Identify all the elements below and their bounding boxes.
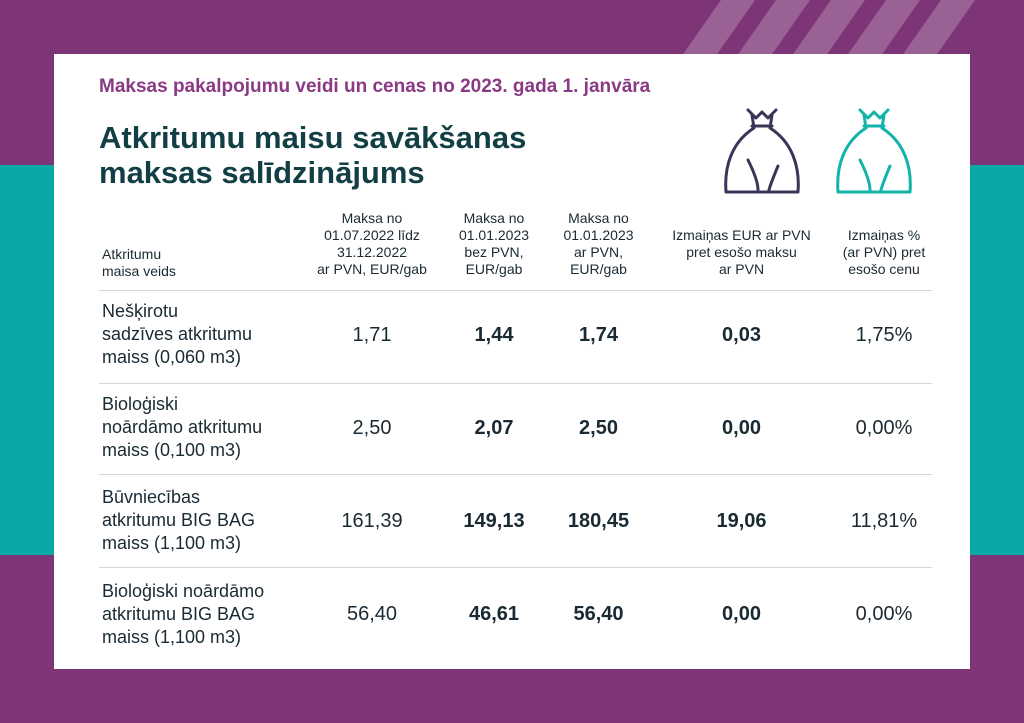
row-divider xyxy=(99,567,932,568)
row-label: Bioloģiski noārdāmo atkritumu BIG BAG maiss (1,100 m3) xyxy=(102,581,265,647)
cell-change-pct: 0,00% xyxy=(855,417,913,439)
row-label: Būvniecības atkritumu BIG BAG maiss (1,100 m3) xyxy=(102,487,256,553)
cell-price-2022: 1,71 xyxy=(352,324,392,346)
cell-change-eur: 0,03 xyxy=(722,324,761,346)
cell-price-2023-vat: 56,40 xyxy=(573,603,624,625)
garbage-bag-icon xyxy=(722,104,802,199)
cell-price-2023-no-vat: 46,61 xyxy=(468,603,520,625)
header-change-pct: Izmaiņas % (ar PVN) pret esošo cenu xyxy=(842,227,926,277)
page-title xyxy=(99,120,659,190)
cell-change-pct: 1,75% xyxy=(855,324,913,346)
cell-change-pct: 0,00% xyxy=(855,603,913,625)
title-line-2: maksas salīdzinājums xyxy=(99,155,425,190)
cell-price-2023-vat: 2,50 xyxy=(579,417,618,439)
cell-change-eur: 0,00 xyxy=(722,417,761,439)
header-price-2022: Maksa no 01.07.2022 līdz 31.12.2022 ar PVN, EUR/gab xyxy=(317,210,427,277)
cell-change-eur: 0,00 xyxy=(722,603,761,625)
row-label: Nešķirotu sadzīves atkritumu maiss (0,060 m3) xyxy=(102,301,253,367)
decorative-stripes xyxy=(660,0,1024,54)
cell-price-2023-no-vat: 149,13 xyxy=(463,510,525,532)
cell-price-2022: 161,39 xyxy=(341,510,403,532)
cell-price-2023-no-vat: 2,07 xyxy=(474,417,514,439)
cell-price-2023-no-vat: 1,44 xyxy=(474,324,514,346)
cell-price-2022: 2,50 xyxy=(352,417,392,439)
row-divider xyxy=(99,474,932,475)
title-line-1: Atkritumu maisu savākšanas xyxy=(99,120,527,155)
cell-change-pct: 11,81% xyxy=(850,510,918,532)
header-change-eur: Izmaiņas EUR ar PVN pret esošo maksu ar PVN xyxy=(672,227,811,277)
garbage-bag-icon xyxy=(834,104,914,199)
subtitle: Maksas pakalpojumu veidi un cenas no 2023. gada 1. janvāra xyxy=(99,76,651,97)
row-divider xyxy=(99,290,932,291)
cell-price-2022: 56,40 xyxy=(346,603,398,625)
header-price-2023-vat: Maksa no 01.01.2023 ar PVN, EUR/gab xyxy=(563,210,634,277)
info-card xyxy=(54,54,970,669)
cell-price-2023-vat: 1,74 xyxy=(579,324,618,346)
header-type: Atkritumu maisa veids xyxy=(102,246,176,279)
cell-price-2023-vat: 180,45 xyxy=(567,510,630,532)
header-price-2023-no-vat: Maksa no 01.01.2023 bez PVN, EUR/gab xyxy=(458,210,530,277)
row-divider xyxy=(99,383,932,384)
row-label: Bioloģiski noārdāmo atkritumu maiss (0,100 m3) xyxy=(102,394,263,460)
cell-change-eur: 19,06 xyxy=(716,510,767,532)
